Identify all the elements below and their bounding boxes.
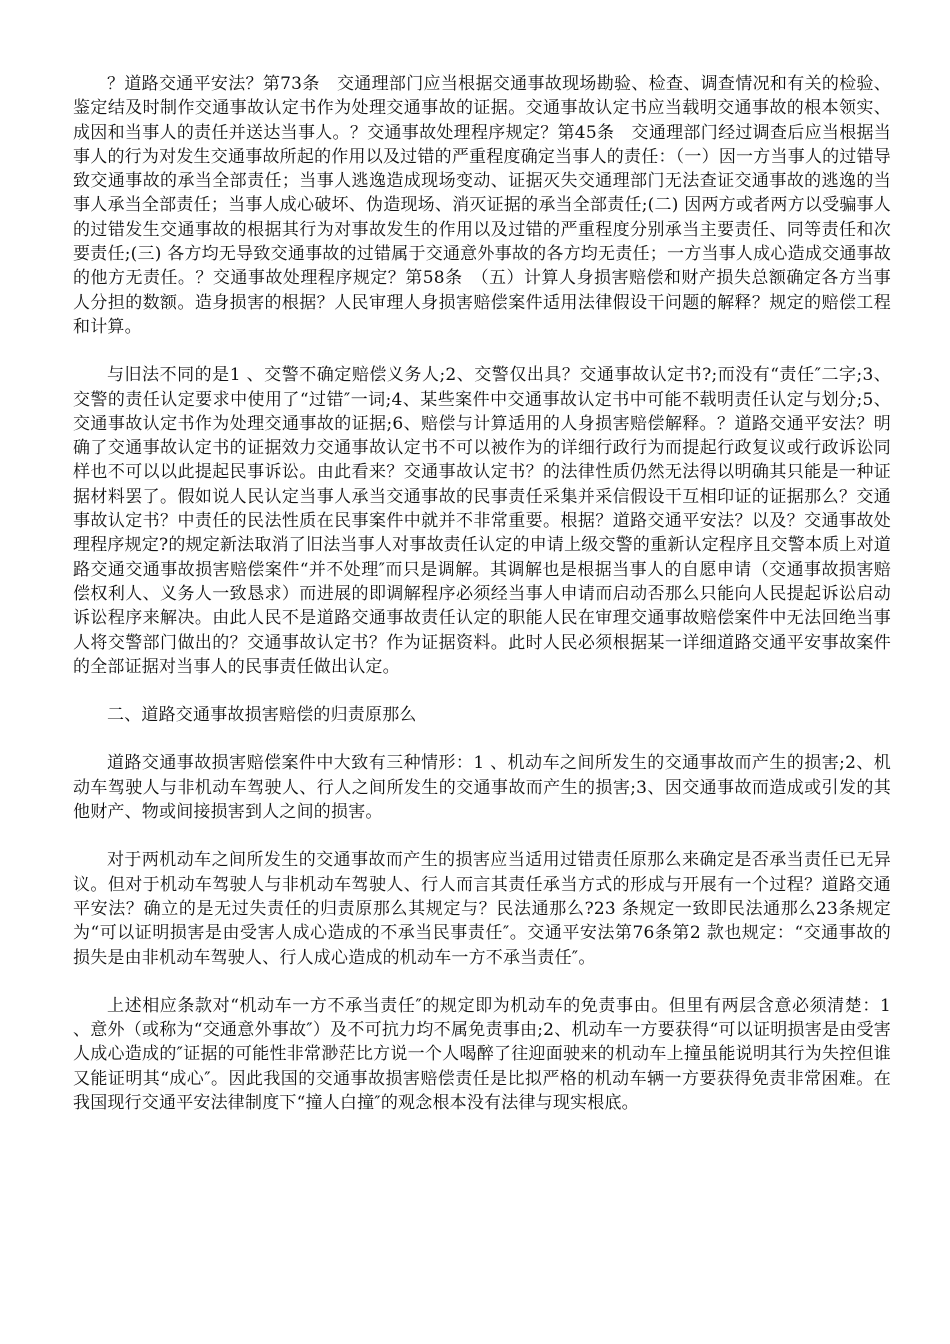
paragraph-fault-liability: 对于两机动车之间所发生的交通事故而产生的损害应当适用过错责任原那么来确定是否承当责任已无异议。但对于机动车驾驶人与非机动车驾驶人、行人而言其责任承当方式的形成与开展有一个过程？道路交通平安法？确立的是无过失责任的归责原那么其规定与？民法通那么?23 条规定一致即民法通那么23条规定为“可以证明损害是由受害人成心造成的不承当民事责任″。交通平安法第76条第2 款也规定：“交通事故的损失是由非机动车驾驶人、行人成心造成的机动车一方不承当责任″。 [73,850,891,968]
paragraph-old-vs-new-law: 与旧法不同的是1 、交警不确定赔偿义务人;2、交警仅出具？交通事故认定书?;而没有“责任″二字;3、交警的责任认定要求中使用了“过错″一词;4、某些案件中交通事故认定书中可能不载明责任认定与划分;5、交通事故认定书作为处理交通事故的证据;6、赔偿与计算适用的人身损害赔偿解释。？道路交通平安法？明确了交通事故认定书的证据效力交通事故认定书不可以被作为的详细行政行为而提起行政复议或行政诉讼同样也不可以以此提起民事诉讼。由此看来？交通事故认定书？的法律性质仍然无法得以明确其只能是一种证据材料罢了。假如说人民认定当事人承当交通事故的民事责任采集并采信假设干互相印证的证据那么？交通事故认定书？中责任的民法性质在民事案件中就并不非常重要。根据？道路交通平安法？以及？交通事故处理程序规定?的规定新法取消了旧法当事人对事故责任认定的申请上级交警的重新认定程序且交警本质上对道路交通交通事故损害赔偿案件“并不处理″而只是调解。其调解也是根据当事人的自愿申请（交通事故损害赔偿权利人、义务人一致恳求）而进展的即调解程序必须经当事人申请而启动否那么只能向人民提起诉讼启动诉讼程序来解决。由此人民不是道路交通事故责任认定的职能人民在审理交通事故赔偿案件中无法回绝当事人将交警部门做出的？交通事故认定书？作为证据资料。此时人民必须根据某一详细道路交通平安事故案件的全部证据对当事人的民事责任做出认定。 [73,365,891,677]
section-heading-liability-principle: 二、道路交通事故损害赔偿的归责原那么 [107,705,417,726]
document-page [73,72,891,1139]
paragraph-exemption-causes: 上述相应条款对“机动车一方不承当责任″的规定即为机动车的免责事由。但里有两层含意必须清楚：1 、意外（或称为“交通意外事故″）及不可抗力均不属免责事由;2、机动车一方要获得“可以证明损害是由受害人成心造成的″证据的可能性非常渺茫比方说一个人喝醉了往迎面驶来的机动车上撞虽能说明其行为失控但谁又能证明其“成心″。因此我国的交通事故损害赔偿责任是比拟严格的机动车辆一方要获得免责非常困难。在我国现行交通平安法律制度下“撞人白撞″的观念根本没有法律与现实根底。 [73,995,891,1113]
paragraph-three-situations: 道路交通事故损害赔偿案件中大致有三种情形：1 、机动车之间所发生的交通事故而产生的损害;2、机动车驾驶人与非机动车驾驶人、行人之间所发生的交通事故而产生的损害;3、因交通事故而造成或引发的其他财产、物或间接损害到人之间的损害。 [73,753,891,823]
paragraph-traffic-law-articles: ？道路交通平安法？第73条 交通理部门应当根据交通事故现场勘验、检查、调查情况和有关的检验、鉴定结及时制作交通事故认定书作为处理交通事故的证据。交通事故认定书应当载明交通事故的根本领实、成因和当事人的责任并送达当事人。？交通事故处理程序规定？第45条 交通理部门经过调查后应当根据当事人的行为对发生交通事故所起的作用以及过错的严重程度确定当事人的责任：（一）因一方当事人的过错导致交通事故的承当全部责任；当事人逃逸造成现场变动、证据灭失交通理部门无法查证交通事故的逃逸的当事人承当全部责任；当事人成心破坏、伪造现场、消灭证据的承当全部责任;(二) 因两方或者两方以受骗事人的过错发生交通事故的根据其行为对事故发生的作用以及过错的严重程度分别承当主要责任、同等责任和次要责任;(三) 各方均无导致交通事故的过错属于交通意外事故的各方均无责任；一方当事人成心造成交通事故的他方无责任。？交通事故处理程序规定？第58条 （五）计算人身损害赔偿和财产损失总额确定各方当事人分担的数额。造身损害的根据？人民审理人身损害赔偿案件适用法律假设干问题的解释？规定的赔偿工程和计算。 [73,74,891,337]
